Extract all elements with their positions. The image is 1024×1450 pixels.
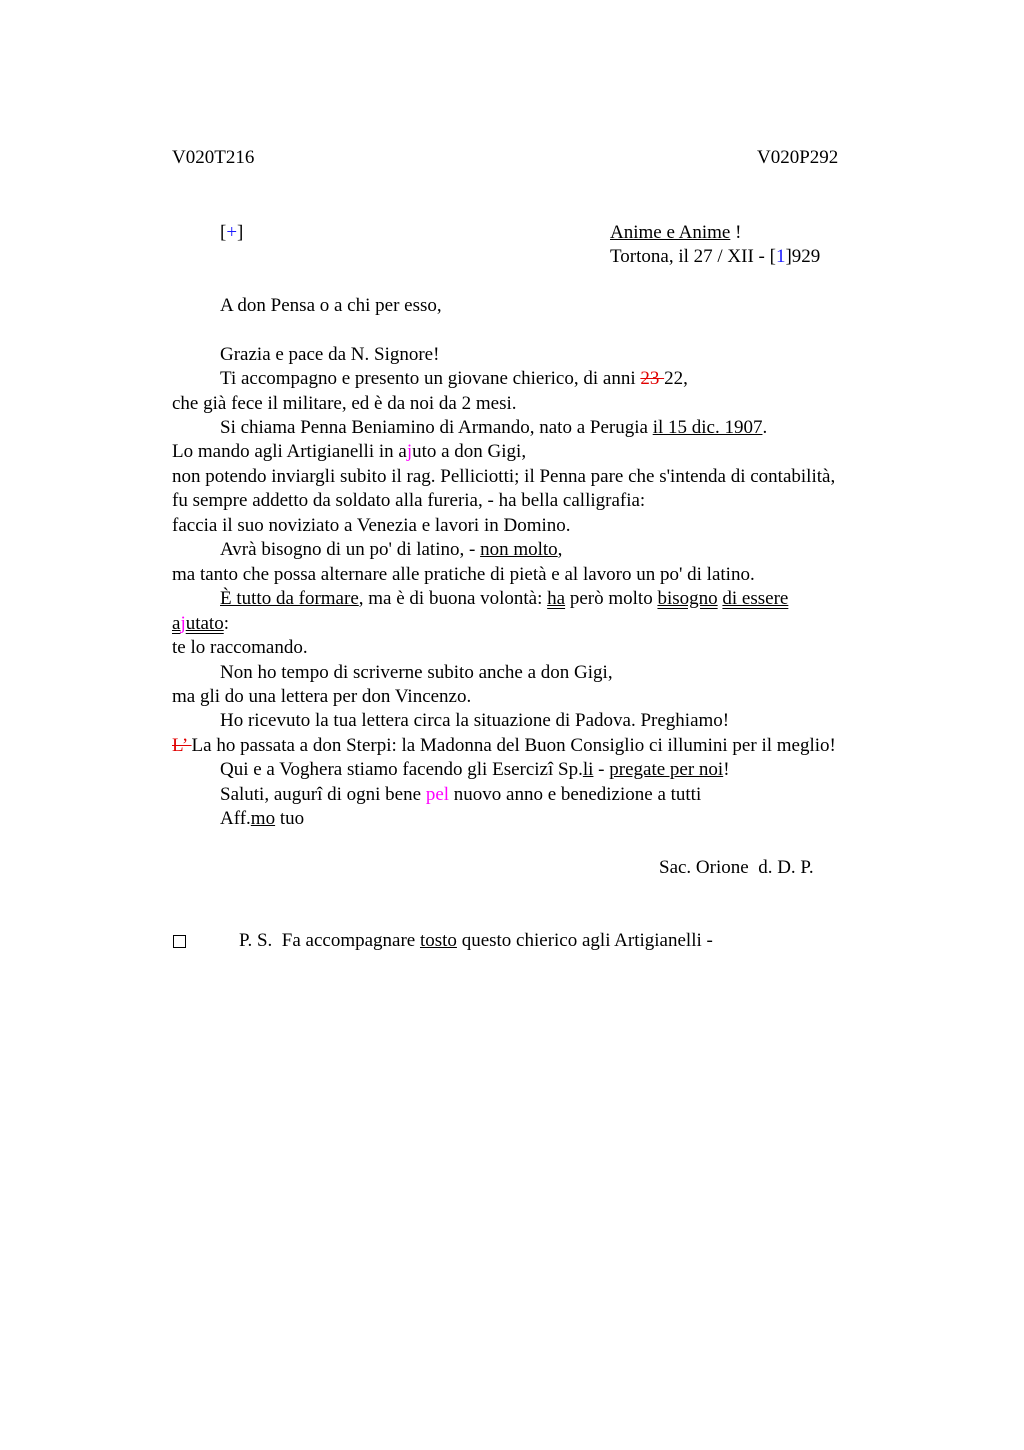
postscript	[220, 905, 713, 977]
cross-mark	[220, 221, 243, 245]
header-left-code: V020T216	[172, 147, 255, 168]
body-line-8: faccia il suo noviziato a Venezia e lavori in Domino.	[172, 515, 571, 536]
square-outline-icon	[173, 935, 186, 948]
body-line-17	[172, 734, 836, 758]
body-line-4-text: Si chiama Penna Beniamino di Armando, nato a Perugia	[220, 417, 653, 438]
motto	[610, 221, 741, 245]
body-line-18	[220, 758, 730, 782]
place-date	[610, 245, 820, 269]
body-line-7: fu sempre addetto da soldato alla fureria, - ha bella calligrafia:	[172, 490, 646, 511]
body-line-14: Non ho tempo di scriverne subito anche a don Gigi,	[220, 662, 613, 683]
underlined-non-molto: non molto	[480, 539, 558, 560]
double-underlined-di-essere: di essere	[722, 588, 789, 609]
header-right-code: V020P292	[757, 147, 839, 168]
place-date-part-a: Tortona, il 27 / XII - [	[610, 246, 776, 267]
aiutato-part-c: utato	[185, 613, 224, 634]
body-line-11	[220, 587, 788, 611]
correction-pel: pel	[425, 784, 450, 805]
birth-date: il 15 dic. 1907	[652, 417, 763, 438]
body-line-18-text: Qui e a Voghera stiamo facendo gli Esercizî	[220, 759, 554, 780]
place-date-part-c: ]929	[785, 246, 821, 267]
closing-tuo: tuo	[275, 808, 305, 829]
body-line-5	[172, 440, 526, 464]
body-line-1: Grazia e pace da N. Signore!	[220, 344, 440, 365]
motto-text: Anime e Anime	[610, 222, 731, 243]
motto-exclamation: !	[730, 222, 742, 243]
body-line-18-dash: -	[593, 759, 610, 780]
underlined-pregate-per-noi: pregate per noi	[609, 759, 724, 780]
body-line-4-period: .	[762, 417, 768, 438]
postscript-rest: questo chierico agli Artigianelli -	[456, 930, 713, 951]
body-line-17-text: La ho passata a don Sterpi: la Madonna del Buon Consiglio ci illumini per il meglio!	[191, 735, 836, 756]
deleted-article: L’	[172, 735, 192, 756]
body-line-18-excl: !	[723, 759, 730, 780]
cross-bracket-close: ]	[237, 222, 244, 243]
double-underlined-bisogno: bisogno	[657, 588, 718, 609]
cross-bracket-open: [	[220, 222, 227, 243]
end-marker	[173, 930, 186, 954]
body-line-5-text-a: Lo mando agli Artigianelli in a	[172, 441, 407, 462]
double-underlined-ha: ha	[547, 588, 566, 609]
closing	[220, 807, 304, 831]
body-line-12	[172, 612, 229, 636]
body-line-18-sp: Sp.	[553, 759, 583, 780]
body-line-9	[220, 538, 562, 562]
body-line-16: Ho ricevuto la tua lettera circa la situazione di Padova. Preghiamo!	[220, 710, 730, 731]
closing-aff: Aff.	[220, 808, 251, 829]
underlined-tutto-da-formare: È tutto da formare	[220, 588, 359, 609]
underlined-tosto: tosto	[419, 930, 457, 951]
cross-icon: +	[226, 222, 238, 243]
body-line-19-rest: nuovo anno e benedizione a tutti	[449, 784, 702, 805]
aiutato-part-a: a	[172, 613, 181, 634]
body-line-10: ma tanto che possa alternare alle pratiche di pietà e al lavoro un po' di latino.	[172, 564, 755, 585]
correction-letter-j: j	[180, 613, 186, 634]
body-line-19-text: Saluti, augurî di ogni bene	[220, 784, 426, 805]
body-line-11-pero-molto: però molto	[565, 588, 658, 609]
body-line-15: ma gli do una lettera per don Vincenzo.	[172, 686, 472, 707]
corrected-age: 22,	[664, 368, 688, 389]
postscript-text: P. S. Fa accompagnare	[239, 930, 420, 951]
body-line-6: non potendo inviargli subito il rag. Pelliciotti; il Penna pare che s'intenda di contabilità,	[172, 466, 836, 487]
body-line-3: che già fece il militare, ed è da noi da 2 mesi.	[172, 393, 517, 414]
body-line-13: te lo raccomando.	[172, 637, 308, 658]
body-line-9-text: Avrà bisogno di un po' di latino, -	[220, 539, 481, 560]
body-line-2-text: Ti accompagno e presento un giovane chierico, di anni	[220, 368, 641, 389]
salutation: A don Pensa o a chi per esso,	[220, 295, 442, 316]
body-line-4	[220, 416, 767, 440]
body-line-11-text: , ma è di buona volontà:	[358, 588, 548, 609]
place-date-editor-digit: 1	[775, 246, 786, 267]
superscript-mo: mo	[250, 808, 276, 829]
body-line-9-comma: ,	[557, 539, 563, 560]
body-line-19	[220, 783, 701, 807]
signature: Sac. Orione d. D. P.	[659, 857, 814, 878]
correction-letter: j	[406, 441, 413, 462]
body-line-5-text-c: uto a don Gigi,	[412, 441, 527, 462]
superscript-li: li	[582, 759, 594, 780]
body-line-12-colon: :	[223, 613, 229, 634]
body-line-2	[220, 367, 688, 391]
deleted-age: 23	[640, 368, 665, 389]
